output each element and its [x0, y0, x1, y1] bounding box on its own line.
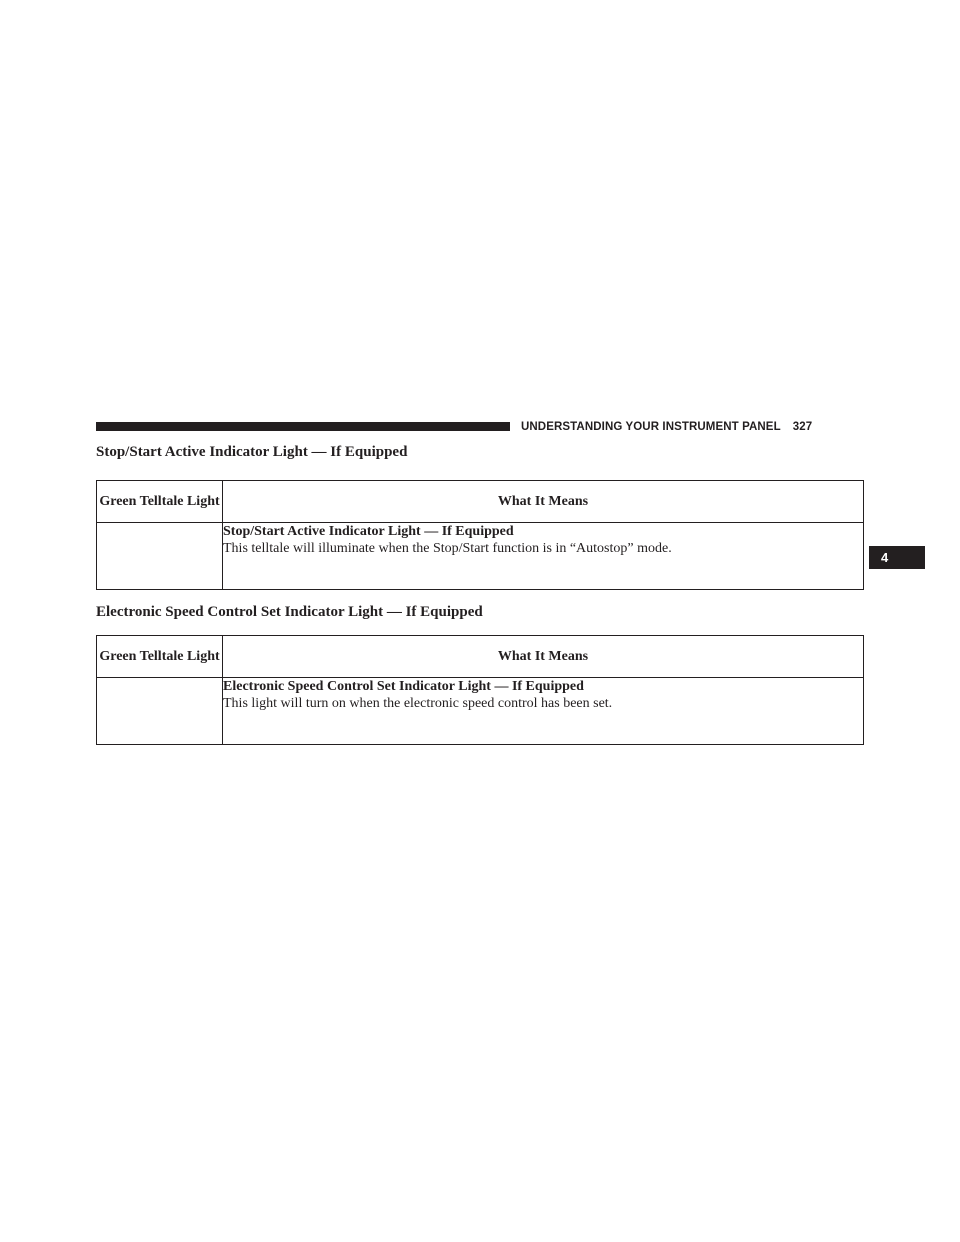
- meaning-title: Electronic Speed Control Set Indicator Light — If Equipped: [223, 679, 584, 694]
- table-row: [97, 523, 864, 590]
- telltale-icon-cell: [97, 678, 223, 745]
- running-head-title: UNDERSTANDING YOUR INSTRUMENT PANEL: [521, 421, 781, 433]
- running-head: [521, 420, 864, 434]
- meaning-text: This telltale will illuminate when the Stop/Start function is in “Autostop” mode.: [223, 541, 672, 556]
- chapter-tab: 4: [869, 546, 925, 569]
- telltale-table-speed-control: [96, 635, 864, 745]
- column-header-meaning: What It Means: [223, 636, 864, 678]
- meaning-cell: [223, 523, 864, 590]
- telltale-table-stop-start: [96, 480, 864, 590]
- meaning-title: Stop/Start Active Indicator Light — If Equipped: [223, 524, 514, 539]
- meaning-text: This light will turn on when the electronic speed control has been set.: [223, 696, 613, 711]
- column-header-meaning: What It Means: [223, 481, 864, 523]
- column-header-telltale: Green Telltale Light: [97, 481, 223, 523]
- table-header-row: [97, 636, 864, 678]
- column-header-telltale: Green Telltale Light: [97, 636, 223, 678]
- table-header-row: [97, 481, 864, 523]
- meaning-cell: [223, 678, 864, 745]
- section-title-speed-control: Electronic Speed Control Set Indicator Light — If Equipped: [96, 604, 483, 620]
- section-title-stop-start: Stop/Start Active Indicator Light — If Equipped: [96, 444, 408, 460]
- header-rule: [96, 422, 510, 431]
- table-row: [97, 678, 864, 745]
- telltale-icon-cell: [97, 523, 223, 590]
- page-number: 327: [792, 421, 813, 433]
